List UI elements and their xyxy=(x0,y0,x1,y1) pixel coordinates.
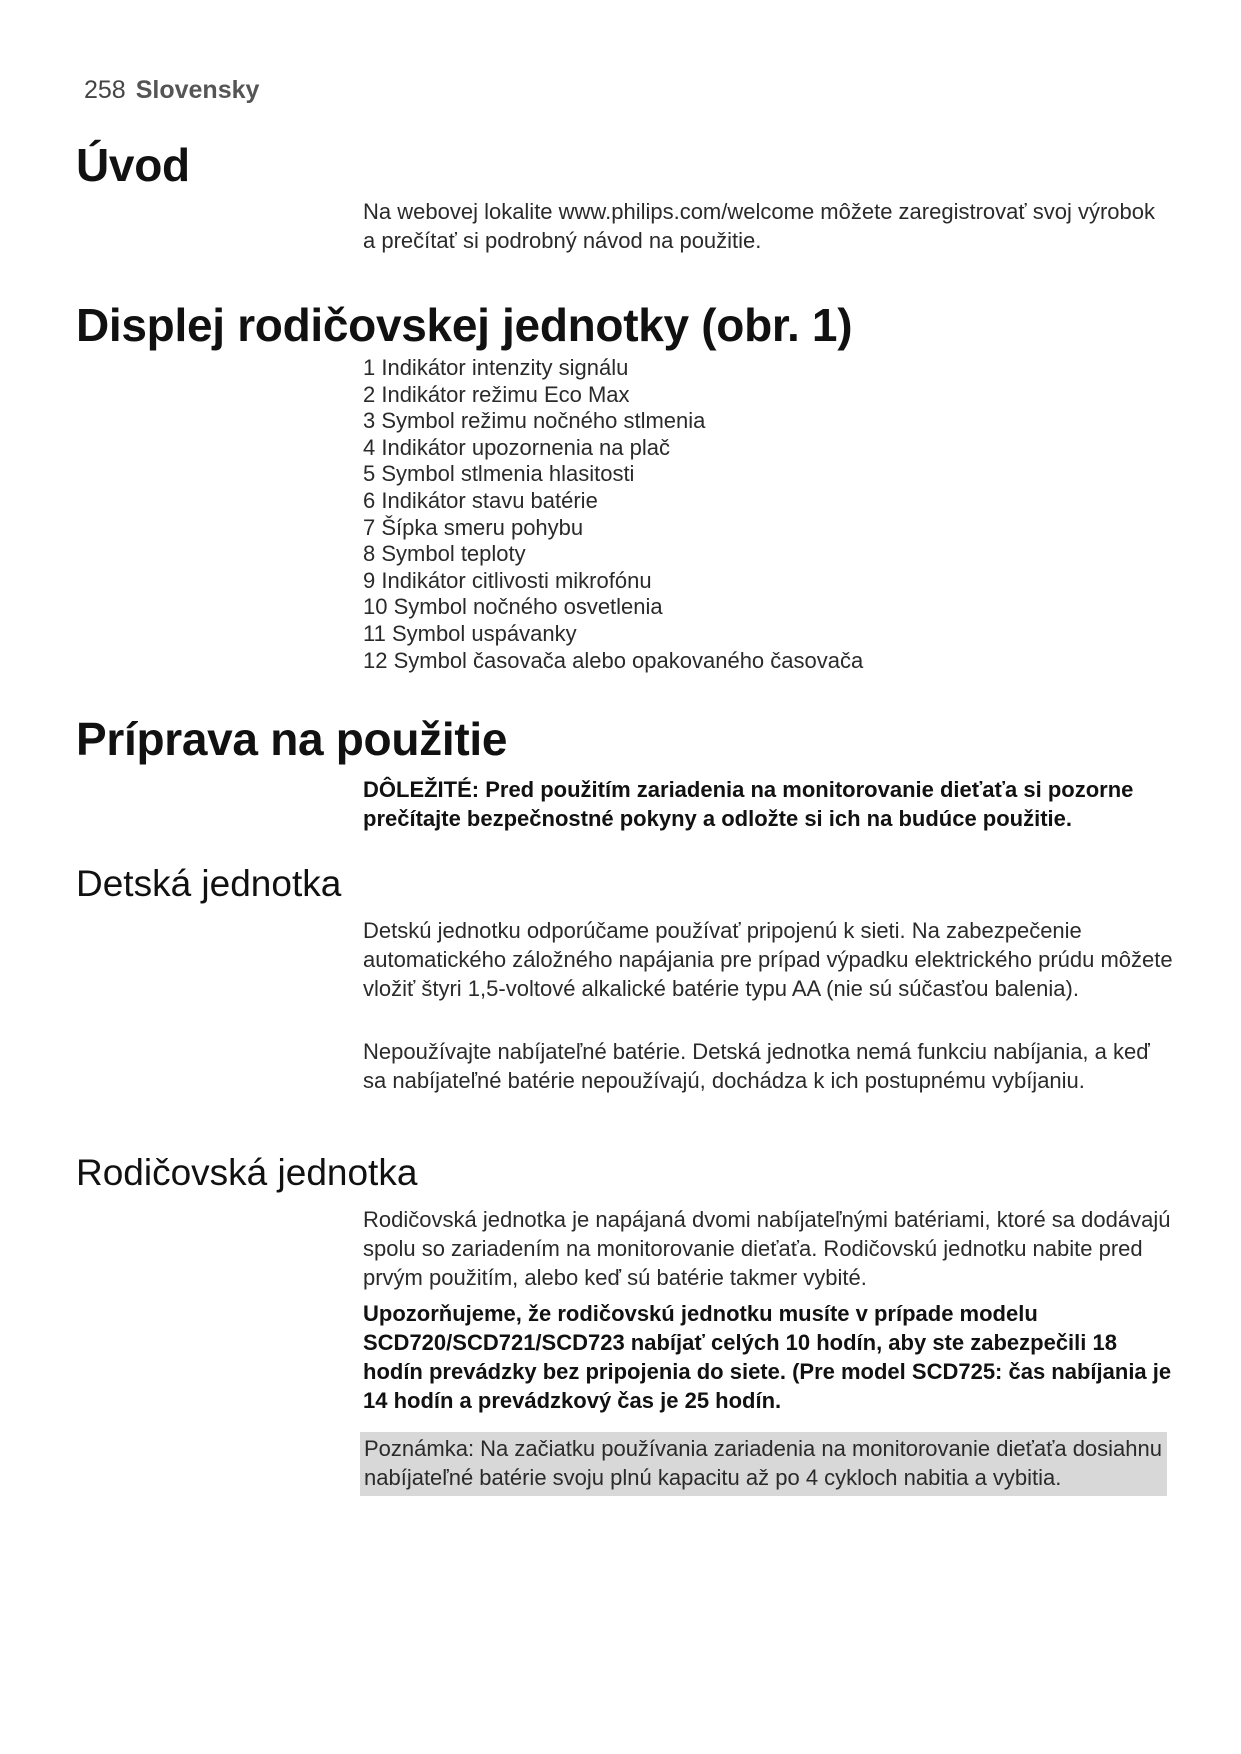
display-items-list xyxy=(363,355,1173,674)
preparation-title: Príprava na použitie xyxy=(76,713,508,765)
parent-unit-paragraph-1: Rodičovská jednotka je napájaná dvomi nabíjateľnými batériami, ktoré sa dodávajú spolu so zariadením na monitorovanie dieťaťa. Rodičovskú jednotku nabite pred prvým použitím, alebo keď sú batérie takmer vybité. xyxy=(363,1207,1171,1290)
list-item: 8 Symbol teploty xyxy=(363,541,526,567)
display-title: Displej rodičovskej jednotky (obr. 1) xyxy=(76,299,853,351)
list-item: 12 Symbol časovača alebo opakovaného časovača xyxy=(363,647,864,673)
list-item: 1 Indikátor intenzity signálu xyxy=(363,355,629,380)
baby-unit-paragraph-2: Nepoužívajte nabíjateľné batérie. Detská jednotka nemá funkciu nabíjania, a keď sa nabíjateľné batérie nepoužívajú, dochádza k ich postupnému vybíjaniu. xyxy=(363,1039,1150,1093)
parent-unit-charging-notice: Upozorňujeme, že rodičovskú jednotku musíte v prípade modelu SCD720/SCD721/SCD723 nabíjať celých 10 hodín, aby ste zabezpečili 18 hodín prevádzky bez pripojenia do siete. (Pre model SCD725: čas nabíjania je 14 hodín a prevádzkový čas je 25 hodín. xyxy=(363,1301,1172,1413)
battery-note: Poznámka: Na začiatku používania zariadenia na monitorovanie dieťaťa dosiahnu nabíjateľné batérie svoju plnú kapacitu až po 4 cykloch nabitia a vybitia. xyxy=(360,1432,1167,1496)
intro-title: Úvod xyxy=(76,139,190,191)
list-item: 9 Indikátor citlivosti mikrofónu xyxy=(363,567,652,593)
list-item: 10 Symbol nočného osvetlenia xyxy=(363,594,663,620)
list-item: 3 Symbol režimu nočného stlmenia xyxy=(363,408,706,434)
parent-unit-title: Rodičovská jednotka xyxy=(76,1152,418,1193)
language-label: Slovensky xyxy=(135,76,260,104)
list-item: 4 Indikátor upozornenia na plač xyxy=(363,434,670,460)
intro-text: Na webovej lokalite www.philips.com/welcome môžete zaregistrovať svoj výrobok a prečítať si podrobný návod na použitie. xyxy=(363,199,1156,253)
baby-unit-paragraph-1: Detskú jednotku odporúčame používať pripojenú k sieti. Na zabezpečenie automatického záložného napájania pre prípad výpadku elektrického prúdu môžete vložiť štyri 1,5-voltové alkalické batérie typu AA (nie sú súčasťou balenia). xyxy=(363,918,1173,1001)
page-header xyxy=(84,76,259,105)
list-item: 5 Symbol stlmenia hlasitosti xyxy=(363,461,635,487)
page-number: 258 xyxy=(84,76,126,104)
important-notice: DÔLEŽITÉ: Pred použitím zariadenia na monitorovanie dieťaťa si pozorne prečítajte bezpečnostné pokyny a odložte si ich na budúce použitie. xyxy=(363,777,1134,831)
baby-unit-title: Detská jednotka xyxy=(76,863,342,904)
list-item: 2 Indikátor režimu Eco Max xyxy=(363,381,630,407)
list-item: 6 Indikátor stavu batérie xyxy=(363,487,598,513)
list-item: 7 Šípka smeru pohybu xyxy=(363,514,584,540)
list-item: 11 Symbol uspávanky xyxy=(363,620,577,646)
